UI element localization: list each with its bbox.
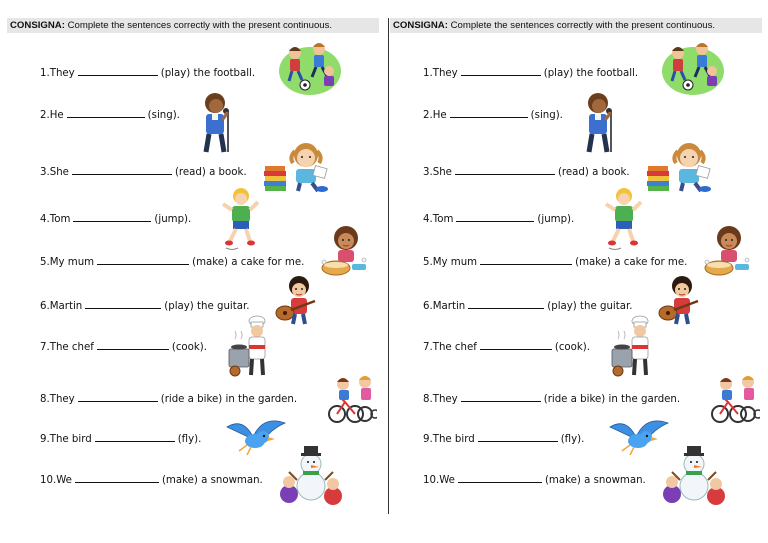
answer-blank[interactable] [461,66,541,76]
verb-hint: (cook). [554,342,590,353]
sentence-subject: The chef [49,342,94,353]
answer-blank[interactable] [450,108,528,118]
verb-hint: (ride a bike) [543,394,606,405]
sentence-subject: Tom [49,214,71,225]
sentence-number: 9. [423,434,433,445]
sentence-rest: a book. [209,167,247,178]
instruction-text: Complete the sentences correctly with the present continuous. [64,20,333,31]
verb-hint: (jump). [154,214,192,225]
verb-hint: (sing). [530,110,563,121]
mum-baking-icon [314,224,370,278]
sentence-subject: We [439,475,455,486]
sentence-rest: the football. [576,68,639,79]
kids-snowman-icon [279,440,343,510]
sentence-number: 9. [40,434,50,445]
answer-blank[interactable] [480,255,572,265]
instruction-prefix: CONSIGNA: [393,20,448,31]
verb-hint: (make) [161,475,198,486]
sentence-subject: Martin [432,301,466,312]
verb-hint: (make) [575,257,612,268]
verb-hint: (ride a bike) [160,394,223,405]
sentence-subject: They [432,68,458,79]
boy-guitar-icon [652,275,702,325]
exercise-sentence-9 [423,432,584,447]
sentence-subject: The chef [432,342,477,353]
exercise-sentence-4 [423,212,574,227]
sentence-subject: He [49,110,64,121]
sentence-rest: a cake for me. [231,257,305,268]
sentence-subject: The bird [432,434,475,445]
instruction-prefix: CONSIGNA: [10,20,65,31]
exercise-sentence-10 [423,473,646,488]
instruction-banner [390,18,762,33]
exercise-sentence-3 [423,165,630,180]
answer-blank[interactable] [95,432,175,442]
exercise-sentence-8 [423,392,680,407]
answer-blank[interactable] [67,108,145,118]
sentence-rest: the guitar. [580,301,633,312]
verb-hint: (cook). [171,342,207,353]
sentence-number: 3. [40,167,50,178]
sentence-subject: My mum [432,257,478,268]
sentence-subject: She [49,167,69,178]
sentence-rest: the football. [193,68,256,79]
exercise-sentence-4 [40,212,191,227]
worksheet-column-left [7,18,386,518]
sentence-number: 6. [423,301,433,312]
verb-hint: (play) [547,301,577,312]
instruction-text: Complete the sentences correctly with the present continuous. [447,20,716,31]
sentence-rest: a cake for me. [614,257,688,268]
sentence-number: 10. [423,475,440,486]
answer-blank[interactable] [72,165,172,175]
boy-jumping-icon [218,186,260,252]
verb-hint: (play) [160,68,191,79]
sentence-rest: in the garden. [608,394,681,405]
exercise-sentence-2 [423,108,563,123]
chef-cooking-icon [227,315,275,381]
sentence-number: 4. [40,214,50,225]
sentence-number: 1. [40,68,50,79]
sentence-subject: They [49,68,75,79]
sentence-subject: Martin [49,301,83,312]
exercise-sentence-5 [40,255,304,270]
boy-singing-icon [195,90,235,156]
sentence-number: 8. [40,394,50,405]
sentence-number: 10. [40,475,57,486]
answer-blank[interactable] [461,392,541,402]
sentence-number: 7. [40,342,50,353]
answer-blank[interactable] [468,299,544,309]
sentence-number: 6. [40,301,50,312]
sentence-number: 4. [423,214,433,225]
verb-hint: (make) [192,257,229,268]
boy-singing-icon [578,90,618,156]
sentence-subject: Tom [432,214,454,225]
verb-hint: (make) [544,475,581,486]
boy-guitar-icon [269,275,319,325]
sentence-number: 2. [40,110,50,121]
sentence-rest: a book. [592,167,630,178]
exercise-sentence-2 [40,108,180,123]
answer-blank[interactable] [97,255,189,265]
sentence-rest: a snowman. [584,475,646,486]
sentence-subject: They [49,394,75,405]
sentence-number: 2. [423,110,433,121]
verb-hint: (read) [557,167,589,178]
exercise-sentence-6 [40,299,249,314]
answer-blank[interactable] [478,432,558,442]
column-divider [388,18,389,514]
exercise-sentence-1 [40,66,255,81]
boy-jumping-icon [601,186,643,252]
exercise-sentence-7 [40,340,207,355]
sentence-number: 1. [423,68,433,79]
exercise-sentence-6 [423,299,632,314]
kids-playing-football-icon [275,37,341,97]
exercise-sentence-8 [40,392,297,407]
sentence-number: 3. [423,167,433,178]
exercise-sentence-7 [423,340,590,355]
exercise-sentence-9 [40,432,201,447]
worksheet-column-right [390,18,768,518]
sentence-subject: They [432,394,458,405]
sentence-subject: He [432,110,447,121]
sentence-number: 5. [40,257,50,268]
sentence-rest: the guitar. [197,301,250,312]
instruction-banner [7,18,379,33]
answer-blank[interactable] [78,66,158,76]
answer-blank[interactable] [78,392,158,402]
sentence-subject: She [432,167,452,178]
verb-hint: (play) [164,301,194,312]
answer-blank[interactable] [456,212,534,222]
exercise-sentence-3 [40,165,247,180]
verb-hint: (read) [174,167,206,178]
kids-biking-icon [323,370,377,426]
answer-blank[interactable] [85,299,161,309]
sentence-number: 5. [423,257,433,268]
sentence-number: 8. [423,394,433,405]
verb-hint: (play) [543,68,574,79]
sentence-rest: a snowman. [201,475,263,486]
exercise-sentence-10 [40,473,263,488]
chef-cooking-icon [610,315,658,381]
sentence-number: 7. [423,342,433,353]
answer-blank[interactable] [458,473,542,483]
verb-hint: (fly). [560,434,585,445]
exercise-sentence-5 [423,255,687,270]
verb-hint: (sing). [147,110,180,121]
girl-reading-icon [262,139,332,193]
answer-blank[interactable] [75,473,159,483]
exercise-sentence-1 [423,66,638,81]
verb-hint: (fly). [177,434,202,445]
sentence-rest: in the garden. [225,394,298,405]
sentence-subject: The bird [49,434,92,445]
answer-blank[interactable] [73,212,151,222]
sentence-subject: My mum [49,257,95,268]
kids-snowman-icon [662,440,726,510]
answer-blank[interactable] [455,165,555,175]
mum-baking-icon [697,224,753,278]
verb-hint: (jump). [537,214,575,225]
sentence-subject: We [56,475,72,486]
kids-playing-football-icon [658,37,724,97]
answer-blank[interactable] [480,340,552,350]
girl-reading-icon [645,139,715,193]
kids-biking-icon [706,370,760,426]
answer-blank[interactable] [97,340,169,350]
